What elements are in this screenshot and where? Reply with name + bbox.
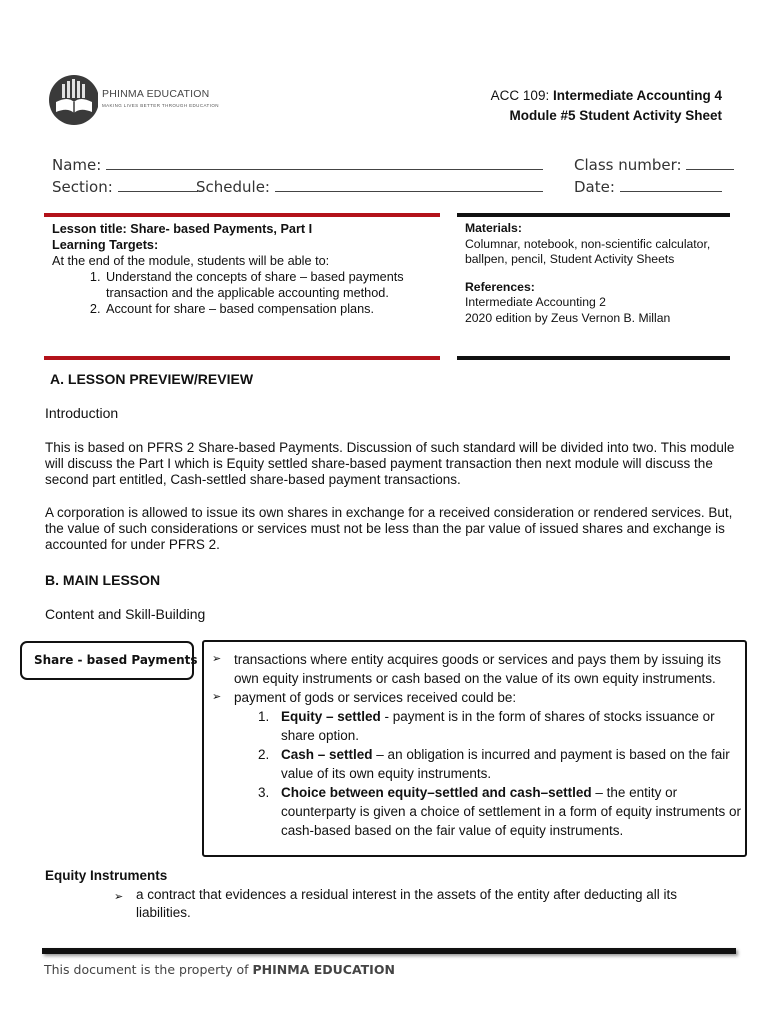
footer-text bbox=[44, 962, 395, 977]
date-label: Date: bbox=[574, 178, 615, 196]
references-heading: References: bbox=[465, 279, 535, 294]
date-line[interactable] bbox=[620, 179, 722, 192]
section-line[interactable] bbox=[118, 179, 198, 192]
arrow-bullet-icon: ➢ bbox=[114, 891, 124, 903]
item-number: 3. bbox=[258, 785, 270, 800]
phinma-logo-icon bbox=[48, 72, 98, 128]
learning-targets-heading: Learning Targets: bbox=[52, 238, 159, 252]
label-text: Share - based Payments bbox=[34, 653, 198, 667]
footer-owner: PHINMA EDUCATION bbox=[252, 962, 395, 977]
settlement-item bbox=[281, 707, 736, 745]
share-based-payments-label bbox=[20, 641, 198, 680]
definition-bullet: payment of gods or services received could be: bbox=[234, 690, 517, 705]
class-number-field[interactable] bbox=[574, 156, 734, 174]
materials-box bbox=[457, 213, 730, 360]
item-term: Choice between equity–settled and cash–settled bbox=[281, 785, 592, 800]
learning-targets-list bbox=[52, 269, 437, 317]
lesson-box bbox=[44, 213, 440, 360]
name-label: Name: bbox=[52, 156, 102, 174]
section-a-heading: A. LESSON PREVIEW/REVIEW bbox=[50, 371, 254, 387]
date-field[interactable] bbox=[574, 178, 722, 196]
module-title: Module #5 Student Activity Sheet bbox=[509, 108, 722, 123]
schedule-line[interactable] bbox=[275, 179, 543, 192]
settlement-item bbox=[281, 745, 736, 783]
item-desc: – the entity or counterparty is given a choice of settlement in a form of equity instruments or cash-based based on the fair value of equity instruments. bbox=[281, 785, 741, 838]
lesson-title: Lesson title: Share- based Payments, Part I bbox=[52, 222, 313, 236]
logo-tagline: MAKING LIVES BETTER THROUGH EDUCATION bbox=[102, 103, 219, 108]
logo-brand: PHINMA EDUCATION bbox=[102, 88, 210, 100]
footer-rule bbox=[42, 948, 736, 954]
phinma-logo bbox=[48, 72, 228, 128]
equity-instruments-heading: Equity Instruments bbox=[45, 868, 168, 883]
section-label: Section: bbox=[52, 178, 113, 196]
learning-targets-intro: At the end of the module, students will be able to: bbox=[52, 254, 330, 268]
schedule-field[interactable] bbox=[196, 178, 543, 196]
arrow-bullet-icon: ➢ bbox=[212, 653, 222, 665]
item-term: Cash – settled bbox=[281, 747, 373, 762]
item-term: Equity – settled bbox=[281, 709, 381, 724]
reference-line: 2020 edition by Zeus Vernon B. Millan bbox=[465, 310, 671, 325]
course-title: Intermediate Accounting 4 bbox=[552, 88, 722, 103]
intro-paragraph: A corporation is allowed to issue its own shares in exchange for a received consideration or rendered services. But, the value of such considerations or services must not be less than the par value of issued shares and exchange is accounted for under PFRS 2. bbox=[45, 505, 733, 552]
settlement-item bbox=[281, 783, 741, 840]
arrow-bullet-icon: ➢ bbox=[212, 691, 222, 703]
definition-bullet: transactions where entity acquires goods or services and pays them by issuing its own equity instruments or cash based on the value of its own equity instruments. bbox=[234, 652, 721, 686]
definition-box bbox=[202, 640, 747, 857]
learning-target-item: 1. Understand the concepts of share – based payments transaction and the applicable accounting method. bbox=[104, 269, 437, 301]
item-number: 2. bbox=[258, 747, 270, 762]
item-desc: – an obligation is incurred and payment is based on the fair value of its own equity instruments. bbox=[281, 747, 730, 781]
section-field[interactable] bbox=[52, 178, 198, 196]
materials-heading: Materials: bbox=[465, 221, 522, 235]
footer-prefix: This document is the property of bbox=[44, 962, 253, 977]
section-b-heading: B. MAIN LESSON bbox=[45, 572, 161, 588]
class-number-line[interactable] bbox=[686, 157, 734, 170]
content-heading: Content and Skill-Building bbox=[45, 606, 206, 622]
course-code: ACC 109: bbox=[490, 88, 550, 103]
item-number: 1. bbox=[258, 709, 270, 724]
materials-text: Columnar, notebook, non-scientific calculator, ballpen, pencil, Student Activity Sheets bbox=[465, 236, 711, 266]
learning-target-item: 2. Account for share – based compensation plans. bbox=[104, 301, 437, 317]
class-number-label: Class number: bbox=[574, 156, 682, 174]
course-header bbox=[491, 86, 722, 126]
introduction-heading: Introduction bbox=[45, 405, 119, 421]
schedule-label: Schedule: bbox=[196, 178, 270, 196]
name-line[interactable] bbox=[106, 157, 543, 170]
item-desc: - payment is in the form of shares of stocks issuance or share option. bbox=[281, 709, 715, 743]
intro-paragraph: This is based on PFRS 2 Share-based Payments. Discussion of such standard will be divided into two. This module will discuss the Part I which is Equity settled share-based payment transaction then next module will discuss the second part entitled, Cash-settled share-based payment transactions. bbox=[45, 440, 735, 487]
name-field[interactable] bbox=[52, 156, 543, 174]
equity-instruments-definition: a contract that evidences a residual interest in the assets of the entity after deducting all its liabilities. bbox=[136, 887, 678, 920]
reference-line: Intermediate Accounting 2 bbox=[465, 295, 606, 309]
